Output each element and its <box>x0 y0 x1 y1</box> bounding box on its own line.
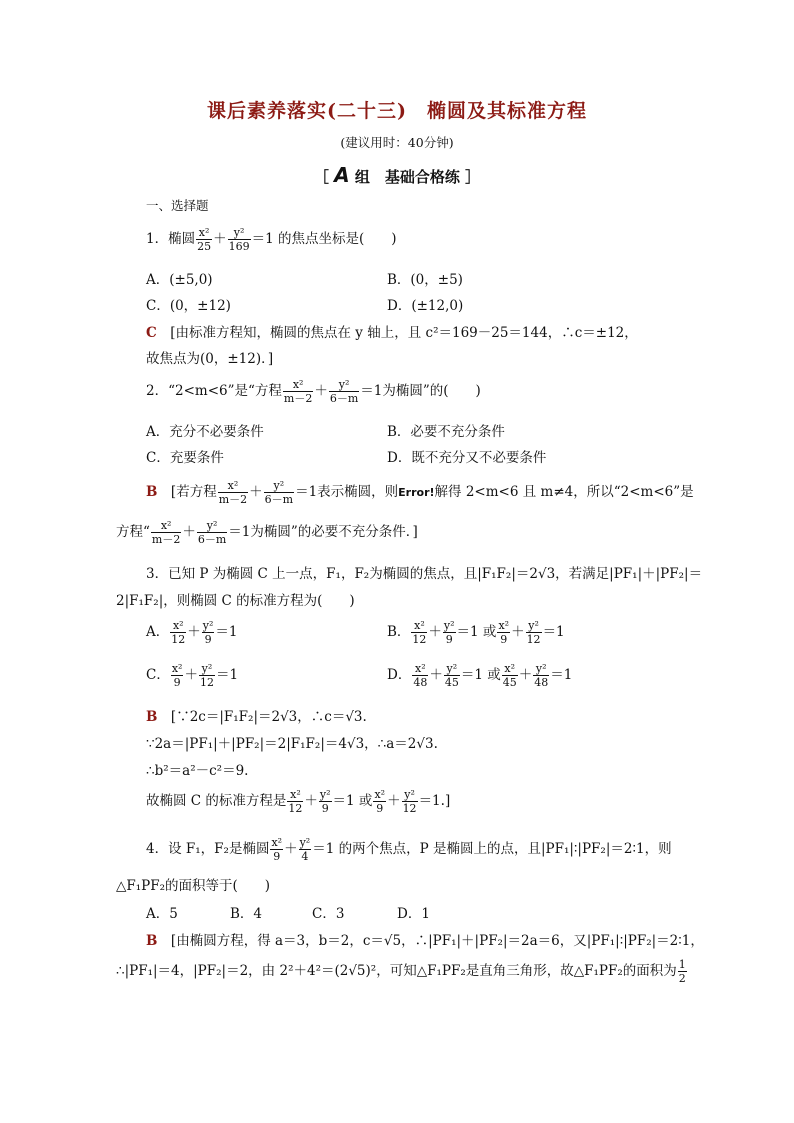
q4-answer: B <box>146 933 158 949</box>
time-suggestion: (建议用时：40分钟) <box>340 135 454 150</box>
q4-option-d: D．1 <box>397 906 430 922</box>
fraction: $\frac{\text{y²}}{9}$ <box>443 619 455 646</box>
fraction: $\frac{\text{x²}}{12}$ <box>288 788 303 815</box>
q1-option-c: C．(0，±12) <box>146 298 231 314</box>
fraction: $\frac{\text{y²}}{169}$ <box>228 226 250 253</box>
section-heading: 一、选择题 <box>146 198 209 213</box>
q1-option-a: A．(±5,0) <box>146 272 213 288</box>
q2-option-c: C．充要条件 <box>146 450 224 466</box>
q3-option-a: A． $\frac{\text{x²}}{12}$ ＋ $\frac{\text{y²}}{9}$ ＝1 <box>146 619 238 646</box>
fraction: $\frac{\text{y²}}{9}$ <box>319 788 331 815</box>
fraction: $\frac{1}{2}$ <box>678 958 686 985</box>
fraction: $\frac{\text{y²}}{45}$ <box>444 662 459 689</box>
fraction: $\frac{\text{y²}}{12}$ <box>526 619 541 646</box>
group-heading <box>0 163 794 187</box>
fraction: $\frac{\text{x²}}{9}$ <box>171 662 183 689</box>
q1-stem-tail: ＝1 的焦点坐标是( ) <box>251 231 397 247</box>
page-title: 课后素养落实(二十三) 椭圆及其标准方程 <box>207 100 587 122</box>
q2-solution-line2: 方程“ $\frac{\text{x²}}{m-2}$ ＋ $\frac{\text{y²}}{6-m}$ ＝1为椭圆”的必要不充分条件．] <box>116 519 418 546</box>
q3-solution-line4: 故椭圆 C 的标准方程是 $\frac{\text{x²}}{12}$ ＋ $\frac{\text{y²}}{9}$ ＝1 或 $\frac{\text{x²}}{9}$ ＋ $\frac{\text{y²}}{12}$ ＝1.] <box>146 788 451 815</box>
q2-option-a: A．充分不必要条件 <box>146 424 264 440</box>
fraction: $\frac{\text{y²}}{12}$ <box>199 662 214 689</box>
fraction: $\frac{\text{x²}}{9}$ <box>271 836 283 863</box>
bracket-close: ］ <box>465 168 481 186</box>
q2-answer: B <box>146 484 158 500</box>
fraction: $\frac{\text{y²}}{4}$ <box>299 836 311 863</box>
q3-stem-line1: 3．已知 P 为椭圆 C 上一点，F₁，F₂为椭圆的焦点，且|F₁F₂|＝2√3，若满足|PF₁|＋|PF₂|＝ <box>146 566 703 582</box>
fraction: $\frac{\text{y²}}{48}$ <box>534 662 549 689</box>
q4-solution-line2: ∴|PF₁|＝4，|PF₂|＝2，由 2²＋4²＝(2√5)²，可知△F₁PF₂是直角三角形，故△F₁PF₂的面积为 $\frac{1}{2}$ <box>116 958 686 985</box>
group-label: 组 基础合格练 <box>354 168 460 186</box>
fraction: $\frac{\text{y²}}{9}$ <box>202 619 214 646</box>
group-letter: A <box>334 163 350 187</box>
fraction: $\frac{\text{x²}}{12}$ <box>412 619 427 646</box>
q1-option-b: B．(0，±5) <box>387 272 463 288</box>
q1-option-d: D．(±12,0) <box>387 298 464 314</box>
q3-answer: B <box>146 709 158 725</box>
q3-option-d: D． $\frac{\text{x²}}{48}$ ＋ $\frac{\text{y²}}{45}$ ＝1 或 $\frac{\text{x²}}{45}$ ＋ $\frac{\text{y²}}{48}$ ＝1 <box>387 662 573 689</box>
q4-option-a: A．5 <box>146 906 178 922</box>
q3-solution-line2: ∵2a＝|PF₁|＋|PF₂|＝2|F₁F₂|＝4√3，∴a＝2√3. <box>146 736 438 752</box>
question-2: 2．“2<m<6”是“方程 $\frac{\text{x²}}{m-2}$ ＋ $\frac{\text{y²}}{6-m}$ ＝1为椭圆”的( ) <box>146 378 481 405</box>
q1-answer: C <box>146 325 157 341</box>
fraction: $\frac{\text{y²}}{6-m}$ <box>329 378 359 405</box>
q2-stem: 2．“2<m<6”是“方程 <box>146 383 282 399</box>
fraction: $\frac{\text{y²}}{12}$ <box>402 788 417 815</box>
q4-option-c: C．3 <box>312 906 345 922</box>
question-1: 1．椭圆 $\frac{\text{x²}}{25}$ ＋ $\frac{\text{y²}}{169}$ ＝1 的焦点坐标是( ) <box>146 226 397 253</box>
q4-stem-line2: △F₁PF₂的面积等于( ) <box>116 878 271 894</box>
question-4: 4．设 F₁，F₂是椭圆 $\frac{\text{x²}}{9}$ ＋ $\frac{\text{y²}}{4}$ ＝1 的两个焦点，P 是椭圆上的点，且|PF₁|∶|PF₂|＝2∶1，则 <box>146 836 672 863</box>
q1-solution <box>146 321 638 341</box>
q2-option-b: B．必要不充分条件 <box>387 424 505 440</box>
q3-stem-line2: 2|F₁F₂|，则椭圆 C 的标准方程为( ) <box>116 593 355 609</box>
fraction: $\frac{\text{x²}}{m-2}$ <box>218 479 248 506</box>
q1-solution-line2: 故焦点为(0，±12)．] <box>146 351 274 367</box>
fraction: $\frac{\text{x²}}{45}$ <box>502 662 517 689</box>
fraction: $\frac{\text{x²}}{12}$ <box>171 619 186 646</box>
fraction: $\frac{\text{x²}}{25}$ <box>197 226 212 253</box>
q3-solution-line3: ∴b²＝a²－c²＝9. <box>146 763 249 779</box>
q2-solution: B [若方程 $\frac{\text{x²}}{m-2}$ ＋ $\frac{\text{y²}}{6-m}$ ＝1表示椭圆，则Error!解得 2<m<6 且 m≠4，所以“2<m<6”是 <box>146 479 694 506</box>
q3-option-c: C． $\frac{\text{x²}}{9}$ ＋ $\frac{\text{y²}}{12}$ ＝1 <box>146 662 239 689</box>
bracket-open: ［ <box>313 168 329 186</box>
fraction: $\frac{\text{x²}}{m-2}$ <box>283 378 313 405</box>
q1-stem: 1．椭圆 <box>146 231 196 247</box>
q4-solution: B [由椭圆方程，得 a＝3，b＝2，c＝√5，∴|PF₁|＋|PF₂|＝2a＝6，又|PF₁|∶|PF₂|＝2∶1， <box>146 933 704 949</box>
q3-option-b: B． $\frac{\text{x²}}{12}$ ＋ $\frac{\text{y²}}{9}$ ＝1 或 $\frac{\text{x²}}{9}$ ＋ $\frac{\text{y²}}{12}$ ＝1 <box>387 619 565 646</box>
fraction: $\frac{\text{y²}}{6-m}$ <box>197 519 227 546</box>
q3-solution: B [∵2c＝|F₁F₂|＝2√3，∴c＝√3. <box>146 709 367 725</box>
q4-option-b: B．4 <box>230 906 263 922</box>
q2-option-d: D．既不充分又不必要条件 <box>387 450 547 466</box>
error-text: Error! <box>398 486 435 499</box>
fraction: $\frac{\text{x²}}{9}$ <box>498 619 510 646</box>
fraction: $\frac{\text{x²}}{48}$ <box>413 662 428 689</box>
q2-stem-tail: ＝1为椭圆”的( ) <box>360 383 481 399</box>
fraction: $\frac{\text{y²}}{6-m}$ <box>264 479 294 506</box>
fraction: $\frac{\text{x²}}{m-2}$ <box>151 519 181 546</box>
q1-solution-line1: [由标准方程知，椭圆的焦点在 y 轴上，且 c²＝169－25＝144，∴c＝±12， <box>170 325 638 341</box>
fraction: $\frac{\text{x²}}{9}$ <box>374 788 386 815</box>
